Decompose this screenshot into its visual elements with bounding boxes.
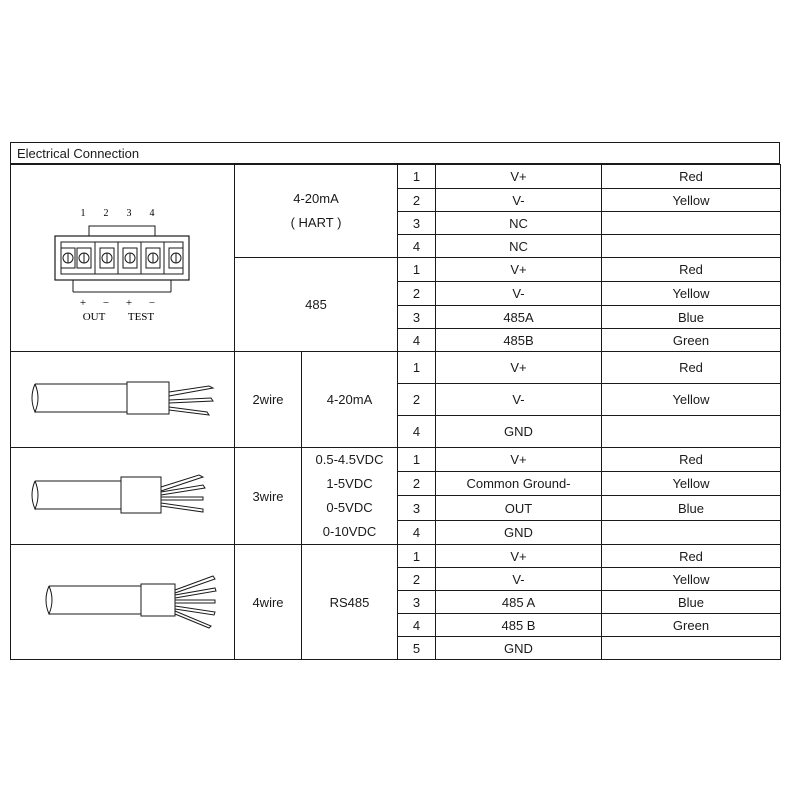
- wire-color-cell: Red: [602, 545, 781, 568]
- wire-color-cell: Blue: [602, 496, 781, 521]
- terminal-number-2: 2: [103, 207, 108, 219]
- two-wire-label: 2wire: [235, 352, 302, 448]
- pin-cell: 4: [398, 614, 436, 637]
- terminal-sign-4: −: [148, 296, 155, 309]
- signal-cell: 485A: [436, 306, 602, 329]
- three-wire-cable-icon: [23, 465, 223, 525]
- signal-cell: V-: [436, 384, 602, 416]
- wire-color-cell: Yellow: [602, 568, 781, 591]
- signal-cell: NC: [436, 235, 602, 258]
- pin-cell: 2: [398, 472, 436, 496]
- pin-cell: 1: [398, 258, 436, 282]
- test-label: TEST: [127, 310, 154, 323]
- signal-cell: 485B: [436, 329, 602, 352]
- wire-color-cell: Yellow: [602, 189, 781, 212]
- two-wire-output: 4-20mA: [302, 352, 398, 448]
- signal-cell: V-: [436, 282, 602, 306]
- three-wire-output-4: 0-10VDC: [322, 524, 377, 539]
- wire-color-cell: Red: [602, 448, 781, 472]
- pin-cell: 4: [398, 521, 436, 545]
- three-wire-output-2: 1-5VDC: [326, 476, 373, 491]
- signal-cell: Common Ground-: [436, 472, 602, 496]
- four-wire-label: 4wire: [235, 545, 302, 660]
- pin-cell: 1: [398, 448, 436, 472]
- terminal-sign-2: −: [102, 296, 109, 309]
- three-wire-output-3: 0-5VDC: [326, 500, 373, 515]
- signal-cell: NC: [436, 212, 602, 235]
- wire-color-cell: Yellow: [602, 472, 781, 496]
- pin-cell: 4: [398, 329, 436, 352]
- signal-cell: V+: [436, 448, 602, 472]
- terminal-block-icon: [43, 182, 203, 332]
- three-wire-outputs: [302, 448, 398, 545]
- pin-cell: 2: [398, 189, 436, 212]
- signal-cell: V-: [436, 568, 602, 591]
- signal-cell: GND: [436, 521, 602, 545]
- hart-label-line1: 4-20mA: [293, 191, 339, 206]
- wire-color-cell: Yellow: [602, 282, 781, 306]
- terminal-sign-3: +: [125, 296, 132, 309]
- pin-cell: 2: [398, 384, 436, 416]
- wire-color-cell: [602, 235, 781, 258]
- pin-cell: 1: [398, 545, 436, 568]
- electrical-connection-table: [10, 142, 780, 662]
- rs485-output-cell: 485: [235, 258, 398, 352]
- four-wire-output: RS485: [302, 545, 398, 660]
- wire-color-cell: [602, 212, 781, 235]
- two-wire-cable-diagram: [11, 352, 235, 448]
- wire-color-cell: Green: [602, 329, 781, 352]
- wire-color-cell: Red: [602, 258, 781, 282]
- table-row: [11, 448, 781, 472]
- signal-cell: 485 B: [436, 614, 602, 637]
- terminal-block-diagram: [11, 165, 235, 352]
- pin-cell: 4: [398, 235, 436, 258]
- signal-cell: 485 A: [436, 591, 602, 614]
- out-label: OUT: [82, 310, 105, 323]
- wire-color-cell: Green: [602, 614, 781, 637]
- table-row: [11, 352, 781, 384]
- pin-cell: 5: [398, 637, 436, 660]
- terminal-sign-1: +: [79, 296, 86, 309]
- signal-cell: V+: [436, 258, 602, 282]
- wire-color-cell: [602, 637, 781, 660]
- signal-cell: GND: [436, 416, 602, 448]
- connection-grid: [10, 164, 781, 660]
- hart-label-line2: ( HART ): [290, 215, 342, 230]
- signal-cell: OUT: [436, 496, 602, 521]
- wire-color-cell: Red: [602, 352, 781, 384]
- signal-cell: V+: [436, 165, 602, 189]
- three-wire-cable-diagram: [11, 448, 235, 545]
- signal-cell: V+: [436, 545, 602, 568]
- wire-color-cell: Red: [602, 165, 781, 189]
- pin-cell: 2: [398, 282, 436, 306]
- signal-cell: V-: [436, 189, 602, 212]
- hart-output-cell: [235, 165, 398, 258]
- pin-cell: 1: [398, 165, 436, 189]
- table-row: [11, 545, 781, 568]
- pin-cell: 1: [398, 352, 436, 384]
- four-wire-cable-diagram: [11, 545, 235, 660]
- terminal-number-3: 3: [126, 207, 131, 219]
- wire-color-cell: Blue: [602, 306, 781, 329]
- pin-cell: 3: [398, 306, 436, 329]
- wire-color-cell: [602, 521, 781, 545]
- signal-cell: GND: [436, 637, 602, 660]
- three-wire-label: 3wire: [235, 448, 302, 545]
- four-wire-cable-icon: [23, 566, 223, 636]
- pin-cell: 4: [398, 416, 436, 448]
- pin-cell: 3: [398, 591, 436, 614]
- terminal-number-4: 4: [149, 207, 154, 219]
- signal-cell: V+: [436, 352, 602, 384]
- wire-color-cell: [602, 416, 781, 448]
- table-title: Electrical Connection: [10, 142, 780, 164]
- wire-color-cell: Blue: [602, 591, 781, 614]
- three-wire-output-1: 0.5-4.5VDC: [315, 452, 384, 467]
- table-row: [11, 165, 781, 189]
- pin-cell: 3: [398, 496, 436, 521]
- two-wire-cable-icon: [23, 368, 223, 428]
- terminal-number-1: 1: [80, 207, 85, 219]
- pin-cell: 2: [398, 568, 436, 591]
- pin-cell: 3: [398, 212, 436, 235]
- wire-color-cell: Yellow: [602, 384, 781, 416]
